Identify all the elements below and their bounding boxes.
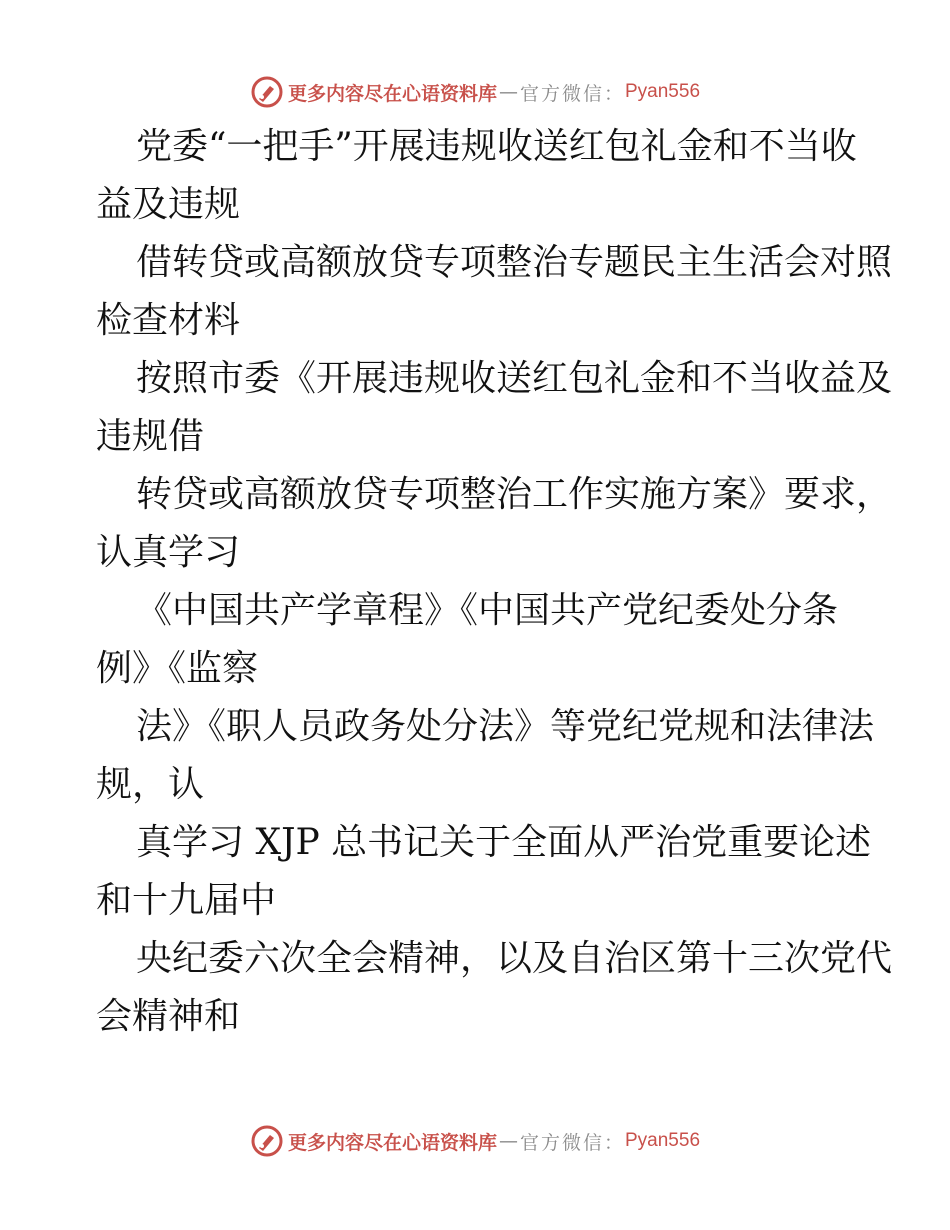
watermark-brand: 更多内容尽在心语资料库 [287,1131,497,1154]
body-line: 规，认 [96,764,205,805]
watermark-brand: 更多内容尽在心语资料库 [287,82,497,105]
watermark-label: 官方微信： [519,82,625,105]
body-line: 益及违规 [96,184,241,225]
body-line: 真学习 XJP 总书记关于全面从严治党重要论述 [136,822,872,863]
body-line: 会精神和 [96,996,241,1037]
watermark-label: 官方微信： [519,1131,625,1154]
watermark-dash: — [498,1130,518,1152]
body-line: 认真学习 [96,532,241,573]
header-watermark [0,74,950,110]
body-line: 借转贷或高额放贷专项整治专题民主生活会对照 [136,242,893,283]
watermark-dash: — [498,81,518,103]
body-line: 央纪委六次全会精神，以及自治区第十三次党代 [136,938,893,979]
document-body [96,118,893,1046]
body-line: 和十九届中 [96,880,277,921]
watermark-account: Pyan556 [625,81,701,102]
body-line: 《中国共产学章程》《中国共产党纪委处分条 [136,590,839,631]
body-line: 转贷或高额放贷专项整治工作实施方案》要求， [136,474,893,515]
pen-nib-circle-icon [250,1124,284,1158]
pen-nib-circle-icon [250,75,284,109]
body-line: 法》《职人员政务处分法》等党纪党规和法律法 [136,706,875,747]
body-line: 例》《监察 [96,648,259,689]
body-line: 党委“一把手”开展违规收送红包礼金和不当收 [136,126,857,167]
body-line: 违规借 [96,416,205,457]
body-line: 检查材料 [96,300,241,341]
footer-watermark [0,1123,950,1159]
body-line: 按照市委《开展违规收送红包礼金和不当收益及 [136,358,893,399]
watermark-account: Pyan556 [625,1130,701,1151]
